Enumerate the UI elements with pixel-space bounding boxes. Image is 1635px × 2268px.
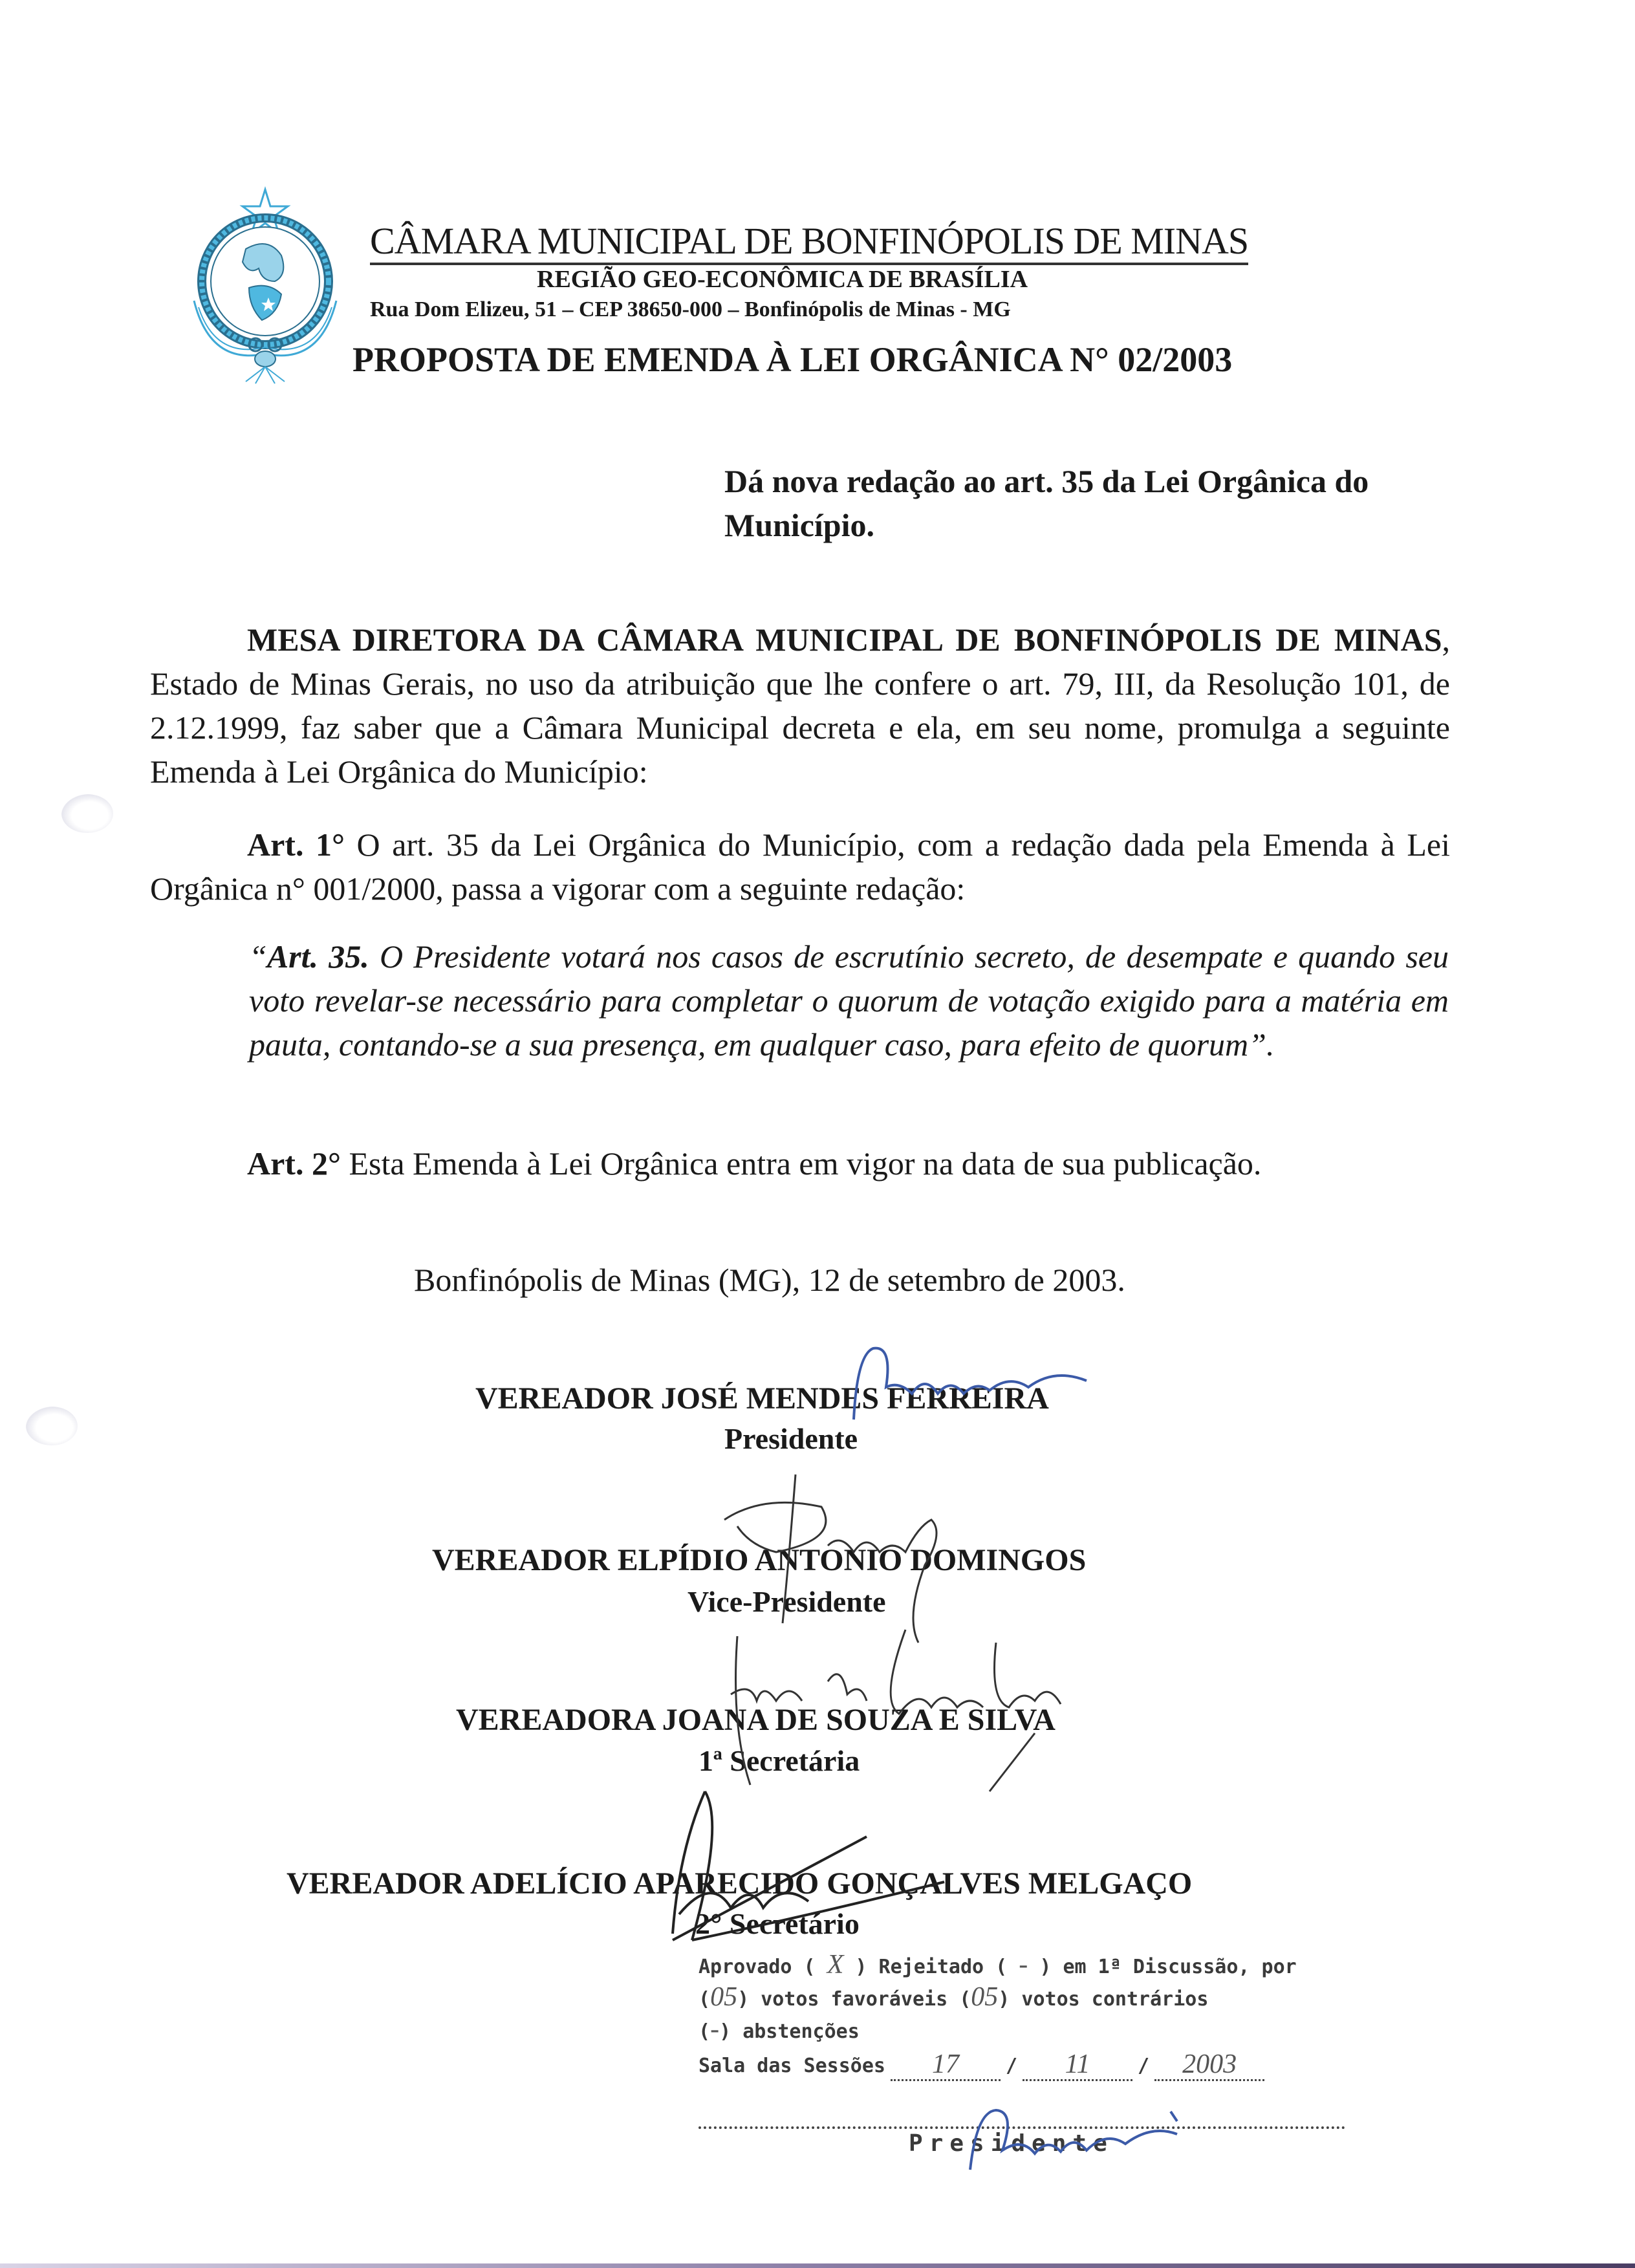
rejected-checkbox-mark: -	[1019, 1950, 1028, 1980]
favorable-votes-label: votos favoráveis	[761, 1988, 948, 2011]
article-1-label: Art. 1°	[247, 826, 345, 863]
open-quote: “	[249, 938, 267, 975]
abstention-count: -	[710, 2014, 720, 2044]
article-2-text: Esta Emenda à Lei Orgânica entra em vigor na data de sua publicação.	[340, 1145, 1262, 1182]
quoted-article-text: O Presidente votará nos casos de escrutínio secreto, de desempate e quando seu voto revelar-se necessário para completar o quorum de votação exigido para a matéria em pauta, contando-se a sua presença, em qualquer caso, para efeito de quorum”.	[249, 938, 1449, 1063]
contrary-votes-count: 05	[971, 1982, 999, 2012]
article-2	[150, 1141, 1450, 1185]
stamp-rejected-label: ) Rejeitado (	[855, 1956, 1008, 1978]
stamp-approved-label: Aprovado (	[698, 1956, 816, 1978]
punch-hole-mark	[61, 794, 113, 833]
signatory-role: 1ª Secretária	[698, 1744, 860, 1777]
favorable-votes-count: 05	[710, 1982, 738, 2012]
institution-address: Rua Dom Elizeu, 51 – CEP 38650-000 – Bonfinópolis de Minas - MG	[370, 297, 1011, 321]
municipal-coat-of-arms-icon	[184, 184, 346, 385]
institution-name: CÂMARA MUNICIPAL DE BONFINÓPOLIS DE MINAS	[370, 220, 1248, 265]
signatory-name: VEREADORA JOANA DE SOUZA E SILVA	[456, 1703, 1056, 1737]
article-2-label: Art. 2°	[247, 1145, 341, 1182]
intro-paragraph	[150, 618, 1450, 794]
session-label: Sala das Sessões	[698, 2055, 885, 2077]
intro-text: , Estado de Minas Gerais, no uso da atribuição que lhe confere o art. 79, III, da Resolução 101, de 2.12.1999, faz saber que a Câmara Municipal decreta e ela, em seu nome, promulga a seguinte Emenda à Lei Orgânica do Município:	[150, 621, 1450, 790]
date-separator: /	[1005, 2055, 1018, 2077]
stamp-signature-role: Presidente	[909, 2130, 1114, 2157]
signatory-role: Vice-Presidente	[688, 1585, 886, 1618]
signatory-role: Presidente	[724, 1422, 858, 1455]
quoted-article-35	[249, 934, 1449, 1066]
signatory-name: VEREADOR ELPÍDIO ANTONIO DOMINGOS	[432, 1543, 1087, 1577]
article-1	[150, 823, 1450, 911]
signatory-role: 2° Secretário	[695, 1907, 860, 1940]
intro-lead: MESA DIRETORA DA CÂMARA MUNICIPAL DE BONFINÓPOLIS DE MINAS	[247, 621, 1442, 658]
stamp-line-approval	[698, 1950, 1378, 1982]
approved-checkbox-mark: X	[827, 1950, 844, 1980]
date-separator: /	[1138, 2055, 1150, 2077]
scan-edge	[0, 2263, 1635, 2268]
region-subtitle: REGIÃO GEO-ECONÔMICA DE BRASÍLIA	[537, 266, 1028, 293]
session-year: 2003	[1154, 2049, 1264, 2081]
stamp-session-date	[698, 2049, 1378, 2081]
contrary-votes-label: votos contrários	[1021, 1988, 1209, 2011]
document-title: PROPOSTA DE EMENDA À LEI ORGÂNICA N° 02/2003	[352, 340, 1233, 379]
place-and-date: Bonfinópolis de Minas (MG), 12 de setembro de 2003.	[414, 1262, 1125, 1298]
signatory-name: VEREADOR JOSÉ MENDES FERREIRA	[475, 1381, 1049, 1416]
session-day: 17	[891, 2049, 1001, 2081]
quoted-article-label: Art. 35.	[266, 938, 369, 975]
ementa-summary: Dá nova redação ao art. 35 da Lei Orgânica do Município.	[724, 463, 1369, 543]
stamp-line-votes: (05) votos favoráveis (05) votos contrários	[698, 1982, 1209, 2012]
stamp-discussion-label: ) em 1ª Discussão, por	[1039, 1956, 1297, 1978]
signatory-name: VEREADOR ADELÍCIO APARECIDO GONÇALVES MELGAÇO	[287, 1866, 1193, 1901]
stamp-line-abstentions: (-) abstenções	[698, 2014, 860, 2044]
punch-hole-mark	[26, 1407, 78, 1445]
article-1-text: O art. 35 da Lei Orgânica do Município, com a redação dada pela Emenda à Lei Orgânica n° 001/2000, passa a vigorar com a seguinte redação:	[150, 826, 1450, 907]
session-month: 11	[1023, 2049, 1132, 2081]
approval-stamp	[698, 1950, 1378, 2159]
abstention-label: abstenções	[742, 2020, 860, 2043]
